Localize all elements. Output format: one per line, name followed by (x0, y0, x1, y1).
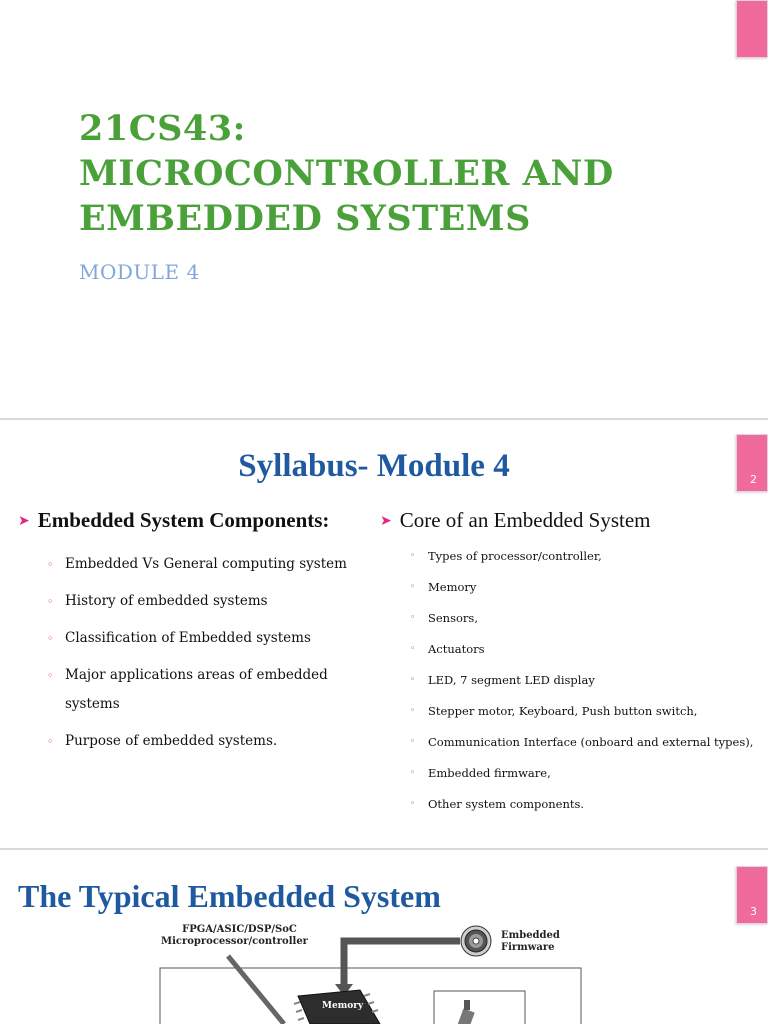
circle-bullet-icon: ◦ (47, 632, 54, 645)
firmware-disc-icon (461, 926, 491, 956)
list-item: ◦ Sensors, (410, 611, 478, 625)
list-item: ◦ Embedded Vs General computing system (47, 550, 347, 579)
list-item: ◦ Other system components. (410, 797, 585, 811)
firmware-label: Embedded Firmware (501, 930, 560, 953)
slide-number: 2 (750, 473, 757, 486)
circle-bullet-icon: ◦ (410, 551, 416, 561)
slide-2-title: Syllabus- Module 4 (238, 448, 510, 484)
circle-bullet-icon: ◦ (410, 644, 416, 654)
slide-2 (0, 420, 768, 848)
right-heading-text: Core of an Embedded System (399, 508, 651, 532)
list-item: ◦ Classification of Embedded systems (47, 624, 347, 653)
memory-label: Memory (322, 1001, 364, 1011)
title-line-3: EMBEDDED SYSTEMS (79, 198, 531, 239)
circle-bullet-icon: ◦ (47, 735, 54, 748)
list-item: ◦ Stepper motor, Keyboard, Push button switch, (410, 704, 698, 718)
arrow-bullet-icon: ➤ (380, 512, 392, 529)
slide-3-title: The Typical Embedded System (18, 878, 441, 914)
slide-number: 3 (750, 905, 757, 918)
circle-bullet-icon: ◦ (47, 669, 54, 682)
slide-corner-tab (736, 0, 768, 58)
left-column-heading (18, 508, 329, 533)
list-item: ◦ Communication Interface (onboard and external types), (410, 735, 754, 749)
list-item: ◦ Major applications areas of embedded systems (47, 661, 347, 719)
left-heading-text: Embedded System Components: (37, 508, 330, 532)
circle-bullet-icon: ◦ (47, 558, 54, 571)
slide-1-subtitle: MODULE 4 (79, 260, 200, 284)
slide-1-title (79, 106, 614, 241)
circle-bullet-icon: ◦ (410, 737, 416, 747)
circle-bullet-icon: ◦ (410, 799, 416, 809)
list-item: ◦ LED, 7 segment LED display (410, 673, 595, 687)
embedded-system-diagram (0, 850, 768, 1024)
list-item: ◦ Actuators (410, 642, 485, 656)
processor-label: FPGA/ASIC/DSP/SoC Microprocessor/controller (161, 924, 308, 947)
list-item: ◦ Memory (410, 580, 477, 594)
title-line-1: 21CS43: (79, 108, 246, 149)
slide-1 (0, 0, 768, 418)
list-item: ◦ Embedded firmware, (410, 766, 551, 780)
peripheral-box (434, 991, 525, 1024)
circle-bullet-icon: ◦ (410, 768, 416, 778)
slide-3 (0, 850, 768, 1024)
circle-bullet-icon: ◦ (410, 706, 416, 716)
circle-bullet-icon: ◦ (410, 613, 416, 623)
arrow-bullet-icon: ➤ (18, 512, 30, 529)
circle-bullet-icon: ◦ (47, 595, 54, 608)
title-line-2: MICROCONTROLLER AND (79, 153, 614, 194)
list-item: ◦ Types of processor/controller, (410, 549, 602, 563)
list-item: ◦ Purpose of embedded systems. (47, 727, 347, 756)
list-item: ◦ History of embedded systems (47, 587, 347, 616)
circle-bullet-icon: ◦ (410, 675, 416, 685)
right-column-heading (380, 508, 651, 533)
right-bullet-list (410, 548, 760, 827)
circle-bullet-icon: ◦ (410, 582, 416, 592)
left-bullet-list (47, 550, 347, 764)
